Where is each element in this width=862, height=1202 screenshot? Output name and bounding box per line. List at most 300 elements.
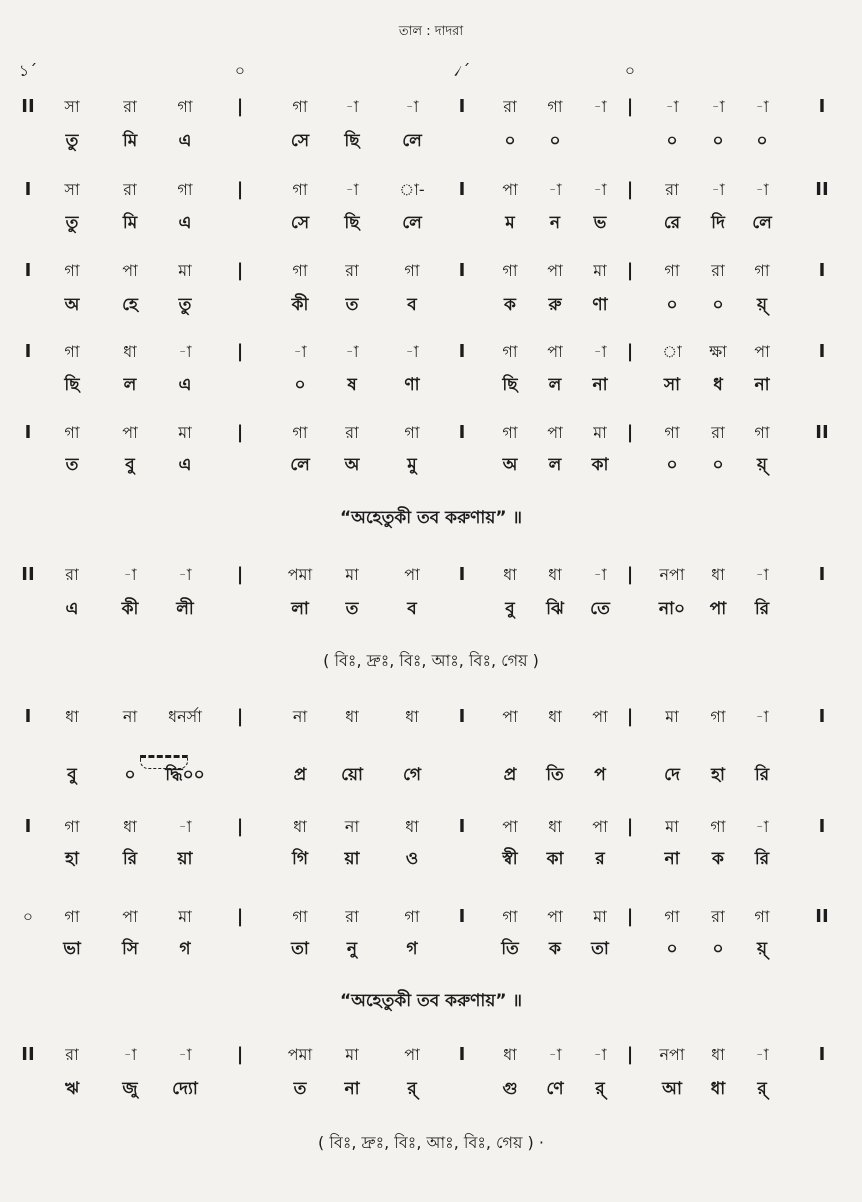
lyric-syllable: ণা <box>404 375 420 395</box>
lyric-syllable: না <box>344 1079 360 1099</box>
bar-line: | <box>626 96 634 117</box>
swara-note: ধা <box>293 817 307 836</box>
lyric-syllable: সি <box>121 939 139 959</box>
lyric-syllable: হে <box>122 295 138 315</box>
lyric-syllable: জু <box>122 1079 138 1099</box>
swara-note: -া <box>405 97 419 116</box>
lyric-syllable: ছি <box>64 375 80 395</box>
lyric-syllable: ভ <box>593 213 607 233</box>
bar-line: I <box>24 816 32 837</box>
bar-line: I <box>458 422 466 443</box>
lyric-syllable: প্র <box>293 765 307 785</box>
lyric-syllable: রি <box>122 849 138 869</box>
bar-line: | <box>236 564 244 585</box>
lyric-syllable: লী <box>176 599 194 619</box>
lyrics-row <box>0 844 862 874</box>
bar-line: II <box>21 1044 35 1065</box>
swara-note: রা <box>65 565 79 584</box>
swara-note: -া <box>123 565 137 584</box>
swara-note: ধা <box>548 565 562 584</box>
lyrics-row <box>0 126 862 156</box>
swara-note: নপা <box>659 565 685 584</box>
swara-note: া <box>662 342 682 361</box>
lyrics-row <box>0 370 862 400</box>
lyrics-row <box>0 450 862 480</box>
beat-marker: ৴´ <box>453 61 471 80</box>
lyric-syllable: তু <box>65 213 79 233</box>
swara-note: গা <box>292 97 308 116</box>
lyric-syllable: ০ <box>712 295 724 315</box>
lyrics-row <box>0 760 862 790</box>
lyric-syllable: এ <box>178 131 192 151</box>
lyric-syllable: কী <box>291 295 309 315</box>
notes-row <box>0 418 862 448</box>
lyric-syllable: গি <box>291 849 308 869</box>
swara-note: গা <box>64 907 80 926</box>
swara-note: ধা <box>548 707 562 726</box>
bar-line: I <box>818 706 826 727</box>
swara-note: ক্ষা <box>709 342 727 361</box>
bar-line: I <box>818 96 826 117</box>
lyric-syllable: ০ <box>712 939 724 959</box>
swara-note: মা <box>593 907 607 926</box>
swara-note: -া <box>293 342 307 361</box>
lyric-syllable: নু <box>346 939 358 959</box>
bar-line: I <box>24 341 32 362</box>
swara-note: রা <box>345 423 359 442</box>
beat-marker-row <box>0 56 862 86</box>
swara-note: গা <box>292 423 308 442</box>
bar-line: I <box>458 341 466 362</box>
swara-note: রা <box>711 261 725 280</box>
swara-note: -া <box>755 707 769 726</box>
lyric-syllable: ত <box>345 599 359 619</box>
lyric-syllable: ছি <box>502 375 518 395</box>
lyrics-row <box>0 290 862 320</box>
lyric-syllable: রি <box>754 599 770 619</box>
lyric-syllable: প্র <box>503 765 517 785</box>
lyric-syllable: য়া <box>177 849 193 869</box>
lyric-syllable: বু <box>67 765 77 785</box>
bar-line: I <box>818 564 826 585</box>
lyric-syllable: গ <box>406 939 418 959</box>
bar-line: | <box>626 341 634 362</box>
lyric-syllable: বু <box>505 599 515 619</box>
swara-note: ধা <box>503 1045 517 1064</box>
bar-line: | <box>626 179 634 200</box>
swara-note: গা <box>754 423 770 442</box>
lyric-syllable: ব <box>407 599 417 619</box>
bar-line: II <box>21 96 35 117</box>
swara-note: রা <box>665 180 679 199</box>
lyric-syllable: তু <box>178 295 192 315</box>
swara-note: ধনর্সা <box>168 707 202 726</box>
lyric-syllable: এ <box>178 455 192 475</box>
lyric-syllable: তু <box>65 131 79 151</box>
swara-note: না <box>122 707 138 726</box>
lyric-syllable: ণে <box>546 1079 564 1099</box>
bar-line: | <box>236 179 244 200</box>
lyric-syllable: কা <box>546 849 564 869</box>
bar-line: | <box>626 706 634 727</box>
swara-note: -া <box>548 180 562 199</box>
lyric-syllable: রি <box>754 849 770 869</box>
lyric-syllable: ম <box>505 213 515 233</box>
lyric-syllable: না <box>592 375 608 395</box>
bar-line: | <box>626 260 634 281</box>
lyric-syllable: মু <box>407 455 417 475</box>
lyric-syllable: ০ <box>504 131 516 151</box>
lyric-syllable: গু <box>502 1079 518 1099</box>
bar-line: | <box>236 816 244 837</box>
swara-note: -া <box>755 817 769 836</box>
swara-note: গা <box>664 423 680 442</box>
bar-line: | <box>236 260 244 281</box>
bar-line: I <box>24 422 32 443</box>
swara-note: রা <box>65 1045 79 1064</box>
swara-note: গা <box>502 423 518 442</box>
bar-line: I <box>818 260 826 281</box>
swara-note: পা <box>547 907 563 926</box>
bar-line: | <box>626 564 634 585</box>
lyric-syllable: ন <box>549 213 561 233</box>
swara-note: -া <box>755 1045 769 1064</box>
lyric-syllable: তি <box>501 939 519 959</box>
bar-line: I <box>818 341 826 362</box>
swara-note: -া <box>755 97 769 116</box>
swara-note: ধা <box>345 707 359 726</box>
bar-line: I <box>458 816 466 837</box>
lyric-syllable: ক <box>712 849 724 869</box>
swara-note: মা <box>345 1045 359 1064</box>
bar-line: II <box>815 906 829 927</box>
swara-note: গা <box>64 261 80 280</box>
lyric-syllable: না০ <box>658 599 686 619</box>
swara-note: -া <box>345 97 359 116</box>
swara-note: পা <box>404 565 420 584</box>
swara-note: গা <box>177 97 193 116</box>
swara-note: -া <box>178 817 192 836</box>
bar-line: | <box>626 422 634 443</box>
swara-note: -া <box>178 1045 192 1064</box>
lyric-syllable: বু <box>125 455 135 475</box>
bar-line: I <box>458 1044 466 1065</box>
lyric-syllable: লে <box>402 131 422 151</box>
lyric-syllable: ০ <box>666 455 678 475</box>
swara-note: -া <box>755 180 769 199</box>
swara-note: মা <box>178 423 192 442</box>
lyric-syllable: অ <box>344 455 360 475</box>
lyrics-row <box>0 594 862 624</box>
section-caption: “অহেতুকী তব করুণায়” ॥ <box>339 508 523 528</box>
lyric-syllable: ত <box>65 455 79 475</box>
lyric-syllable: য়্ <box>756 295 767 315</box>
swara-note: -া <box>178 565 192 584</box>
lyric-syllable: ত <box>293 1079 307 1099</box>
swara-note: পা <box>502 180 518 199</box>
swara-note: গা <box>292 261 308 280</box>
lyric-syllable: এ <box>65 599 79 619</box>
lyric-syllable: স্বী <box>502 849 518 869</box>
lyric-syllable: হা <box>711 765 725 785</box>
beat-marker: ০ <box>234 61 246 80</box>
lyric-syllable: র্ <box>595 1079 605 1099</box>
lyric-syllable: র্ <box>407 1079 417 1099</box>
taal-label: তাল : দাদরা <box>398 24 464 39</box>
lyric-syllable: দ্ধি০০ <box>165 765 205 785</box>
lyric-syllable: ল <box>123 375 137 395</box>
swara-note: রা <box>711 423 725 442</box>
lyric-syllable: গে <box>402 765 422 785</box>
swara-note: পমা <box>287 1045 313 1064</box>
swara-note: ০ <box>22 907 34 926</box>
lyric-syllable: অ <box>64 295 80 315</box>
swara-note: পা <box>547 423 563 442</box>
lyric-syllable: লে <box>402 213 422 233</box>
bar-line: II <box>815 179 829 200</box>
notes-row <box>0 560 862 590</box>
swara-note: গা <box>404 907 420 926</box>
lyric-syllable: ধ <box>713 375 723 395</box>
bar-line: I <box>458 260 466 281</box>
lyric-syllable: ০ <box>666 131 678 151</box>
lyric-syllable: দ্যো <box>172 1079 198 1099</box>
lyric-syllable: রে <box>663 213 681 233</box>
bar-line: I <box>24 260 32 281</box>
swara-note: গা <box>664 261 680 280</box>
lyric-syllable: হা <box>65 849 79 869</box>
swara-note: গা <box>64 817 80 836</box>
swara-note: গা <box>502 342 518 361</box>
bar-line: I <box>458 564 466 585</box>
lyric-syllable: কী <box>121 599 139 619</box>
lyric-syllable: ধা <box>710 1079 726 1099</box>
swara-note: গা <box>502 907 518 926</box>
bar-line: I <box>458 179 466 200</box>
notes-row <box>0 92 862 122</box>
lyric-syllable: য়্ <box>756 939 767 959</box>
swara-note: গা <box>404 423 420 442</box>
notes-row <box>0 702 862 732</box>
swara-note: মা <box>665 817 679 836</box>
swara-note: রা <box>711 907 725 926</box>
lyric-syllable: ক <box>504 295 516 315</box>
lyric-syllable: রু <box>548 295 562 315</box>
notes-row <box>0 812 862 842</box>
lyric-syllable: ষ <box>347 375 357 395</box>
lyric-syllable: ক <box>549 939 561 959</box>
swara-note: মা <box>593 423 607 442</box>
swara-note: পা <box>502 817 518 836</box>
lyric-syllable: তা <box>591 939 609 959</box>
lyric-syllable: লে <box>290 455 310 475</box>
lyric-syllable: মি <box>122 213 138 233</box>
lyric-syllable: গ <box>179 939 191 959</box>
swara-note: া- <box>399 180 425 199</box>
swara-note: মা <box>593 261 607 280</box>
swara-note: -া <box>345 342 359 361</box>
lyric-syllable: ছি <box>344 131 360 151</box>
lyric-syllable: ল <box>548 455 562 475</box>
notes-row <box>0 175 862 205</box>
beat-marker: ০ <box>624 61 636 80</box>
swara-note: -া <box>548 1045 562 1064</box>
bar-line: | <box>236 341 244 362</box>
lyric-syllable: লা <box>291 599 309 619</box>
lyric-syllable: দে <box>664 765 680 785</box>
lyric-syllable: ০ <box>712 131 724 151</box>
lyric-syllable: পা <box>709 599 727 619</box>
swara-note: গা <box>754 261 770 280</box>
swara-note: -া <box>345 180 359 199</box>
swara-note: ধা <box>711 565 725 584</box>
swara-note: গা <box>547 97 563 116</box>
swara-note: রা <box>123 97 137 116</box>
swara-note: পা <box>592 707 608 726</box>
bar-line: II <box>815 422 829 443</box>
swara-note: গা <box>292 180 308 199</box>
bar-line: | <box>236 906 244 927</box>
bar-line: I <box>24 706 32 727</box>
lyric-syllable: তা <box>291 939 309 959</box>
swara-note: -া <box>593 97 607 116</box>
swara-note: ধা <box>123 342 137 361</box>
lyric-syllable: ও <box>405 849 419 869</box>
lyric-syllable: য়্ <box>756 455 767 475</box>
lyric-syllable: ণা <box>592 295 608 315</box>
lyric-syllable: ভা <box>63 939 81 959</box>
lyric-syllable: আ <box>662 1079 682 1099</box>
swara-note: -া <box>593 565 607 584</box>
swara-note: -া <box>711 97 725 116</box>
bar-line: | <box>626 816 634 837</box>
swara-note: পা <box>502 707 518 726</box>
lyric-syllable: ব <box>407 295 417 315</box>
swara-note: গা <box>177 180 193 199</box>
swara-note: পা <box>122 261 138 280</box>
swara-note: না <box>344 817 360 836</box>
lyric-syllable: ০ <box>549 131 561 151</box>
swara-note: -া <box>755 565 769 584</box>
lyric-syllable: ০ <box>666 295 678 315</box>
swara-note: গা <box>710 707 726 726</box>
section-caption: “অহেতুকী তব করুণায়” ॥ <box>339 991 523 1011</box>
lyric-syllable: মি <box>122 131 138 151</box>
notes-row <box>0 256 862 286</box>
swara-note: মা <box>178 261 192 280</box>
lyric-syllable: ০ <box>756 131 768 151</box>
lyric-syllable: এ <box>178 375 192 395</box>
swara-note: -া <box>593 342 607 361</box>
lyric-syllable: ০ <box>712 455 724 475</box>
lyric-syllable: প <box>594 765 606 785</box>
beat-marker: ১´ <box>18 61 38 80</box>
lyric-syllable: ঝি <box>546 599 564 619</box>
swara-note: গা <box>710 817 726 836</box>
bar-line: I <box>818 1044 826 1065</box>
lyric-syllable: ল <box>548 375 562 395</box>
bar-line: I <box>458 96 466 117</box>
lyric-syllable: কা <box>591 455 609 475</box>
swara-note: গা <box>64 342 80 361</box>
swara-note: ধা <box>503 565 517 584</box>
bar-line: | <box>236 96 244 117</box>
lyric-syllable: তে <box>590 599 610 619</box>
lyric-syllable: ০ <box>666 939 678 959</box>
swara-note: গা <box>292 907 308 926</box>
lyric-syllable: রি <box>754 765 770 785</box>
swara-note: পা <box>404 1045 420 1064</box>
swara-note: পা <box>122 423 138 442</box>
swara-note: -া <box>665 97 679 116</box>
swara-note: গা <box>502 261 518 280</box>
swara-note: পা <box>547 342 563 361</box>
swara-note: মা <box>345 565 359 584</box>
lyric-syllable: দি <box>711 213 725 233</box>
bar-line: I <box>818 816 826 837</box>
swara-note: ধা <box>405 707 419 726</box>
swara-note: সা <box>64 97 80 116</box>
lyric-syllable: ত <box>345 295 359 315</box>
lyric-syllable: সা <box>663 375 681 395</box>
notes-row <box>0 337 862 367</box>
lyric-syllable: এ <box>178 213 192 233</box>
lyrics-row <box>0 1074 862 1104</box>
swara-note: ধা <box>711 1045 725 1064</box>
lyric-syllable: ঋ <box>64 1079 80 1099</box>
lyric-syllable: না <box>664 849 680 869</box>
bar-line: | <box>626 1044 634 1065</box>
swara-note: পা <box>592 817 608 836</box>
swara-note: মা <box>178 907 192 926</box>
swara-note: -া <box>593 1045 607 1064</box>
swara-note: পা <box>122 907 138 926</box>
swara-note: ধা <box>405 817 419 836</box>
lyric-syllable: না <box>754 375 770 395</box>
swara-note: -া <box>593 180 607 199</box>
swara-note: ধা <box>548 817 562 836</box>
swara-note: না <box>292 707 308 726</box>
swara-note: রা <box>123 180 137 199</box>
lyric-syllable: অ <box>502 455 518 475</box>
bar-line: I <box>458 906 466 927</box>
swara-note: ধা <box>123 817 137 836</box>
lyric-syllable: সে <box>290 131 310 151</box>
swara-note: গা <box>404 261 420 280</box>
bar-line: II <box>21 564 35 585</box>
section-caption: ( বিঃ, দ্রুঃ, বিঃ, আঃ, বিঃ, গেয় ) <box>323 651 539 670</box>
swara-note: রা <box>345 261 359 280</box>
notes-row <box>0 902 862 932</box>
bar-line: | <box>236 1044 244 1065</box>
swara-note: মা <box>665 707 679 726</box>
lyric-syllable: ছি <box>344 213 360 233</box>
swara-note: পা <box>754 342 770 361</box>
lyric-syllable: তি <box>546 765 564 785</box>
swara-note: -া <box>123 1045 137 1064</box>
lyric-syllable: র <box>595 849 605 869</box>
lyrics-row <box>0 934 862 964</box>
swara-note: গা <box>754 907 770 926</box>
notes-row <box>0 1040 862 1070</box>
lyric-syllable: ০ <box>124 765 136 785</box>
bar-line: | <box>236 422 244 443</box>
swara-note: পমা <box>287 565 313 584</box>
bar-line: | <box>236 706 244 727</box>
section-caption: ( বিঃ, দ্রুঃ, বিঃ, আঃ, বিঃ, গেয় ) · <box>318 1133 544 1152</box>
swara-note: গা <box>664 907 680 926</box>
swara-note: ধা <box>65 707 79 726</box>
